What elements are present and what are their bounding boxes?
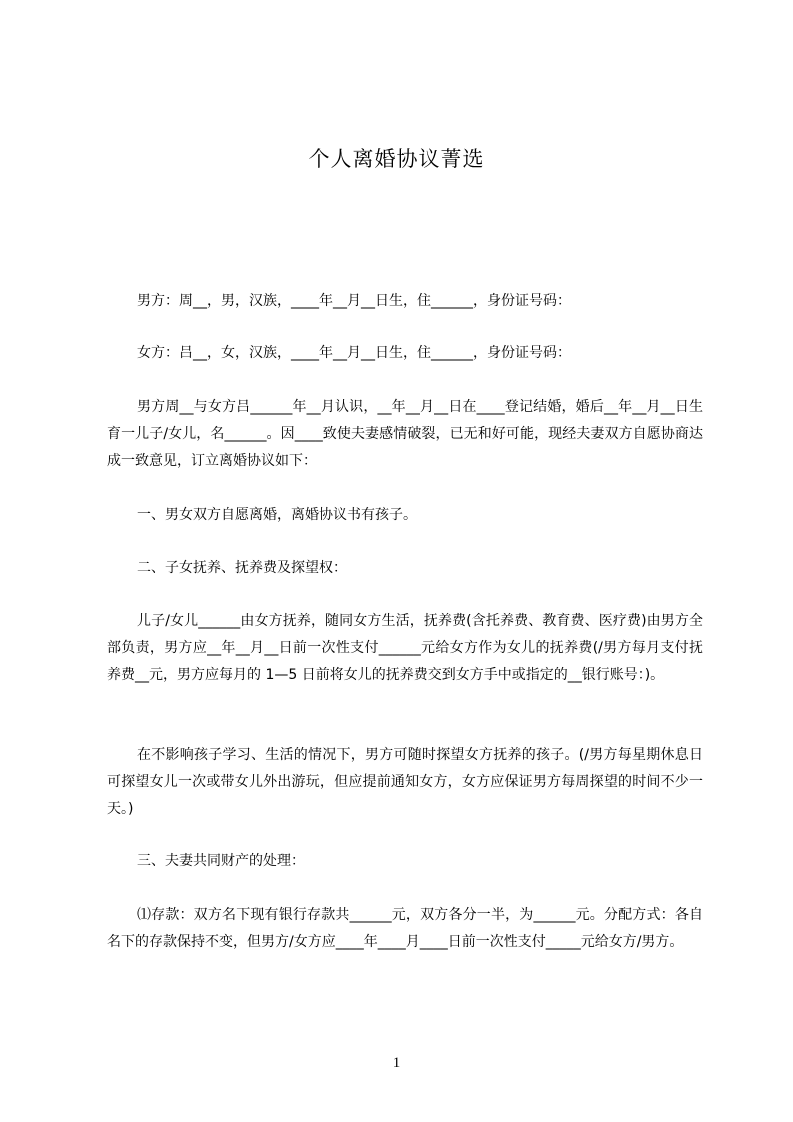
paragraph-clause-2-heading: 二、子女抚养、抚养费及探望权： (137, 560, 347, 576)
paragraph-background: 男方周__与女方吕______年__月认识，__年__月__日在____登记结婚，婚后__年__月__日生育一儿子/女儿，名______。因____致使夫妻感情破裂，已无和好可能，现经夫妻双方自愿协商达成一致意见，订立离婚协议如下： (107, 399, 703, 469)
paragraph-clause-3-heading: 三、夫妻共同财产的处理： (137, 853, 305, 869)
document-title: 个人离婚协议菁选 (308, 147, 485, 171)
page-number: 1 (392, 1055, 401, 1071)
paragraph-clause-1: 一、男女双方自愿离婚，离婚协议书有孩子。 (137, 507, 417, 523)
paragraph-child-support: 儿子/女儿______由女方抚养，随同女方生活，抚养费(含托养费、教育费、医疗费)由男方全部负责，男方应__年__月__日前一次性支付______元给女方作为女儿的抚养费(/男方每月支付抚养费__元，男方应每月的 1—5 日前将女儿的抚养费交到女方手中或指定的__银行账号：)。 (107, 613, 703, 683)
paragraph-savings: ⑴存款：双方名下现有银行存款共______元，双方各分一半，为______元。分配方式：各自名下的存款保持不变，但男方/女方应____年____月____日前一次性支付_____元给女方/男方。 (107, 907, 703, 950)
paragraph-male-party: 男方：周__，男，汉族，____年__月__日生，住______，身份证号码： (137, 293, 571, 309)
paragraph-female-party: 女方：吕__，女，汉族，____年__月__日生，住______，身份证号码： (137, 345, 571, 361)
paragraph-visitation: 在不影响孩子学习、生活的情况下，男方可随时探望女方抚养的孩子。(/男方每星期休息日可探望女儿一次或带女儿外出游玩，但应提前通知女方，女方应保证男方每周探望的时间不少一天。) (107, 747, 703, 817)
